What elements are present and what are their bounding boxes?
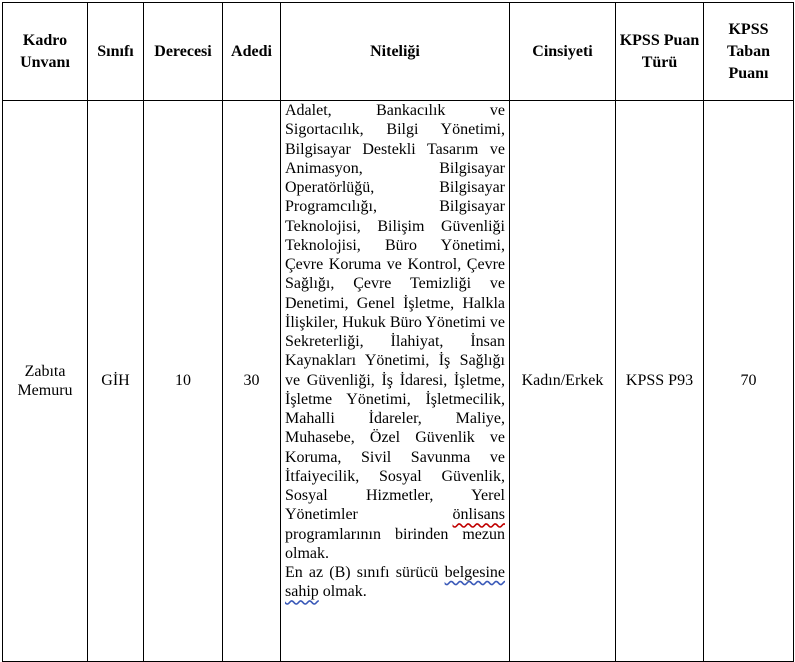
niteligi-olmak-text: olmak.	[322, 583, 367, 601]
niteligi-main-text: Adalet, Bankacılık ve Sigortacılık, Bilgi Yönetimi, Bilgisayar Destekli Tasarım ve Animasyon, Bilgisayar Operatörlüğü, Bilgisayar Programcılığı, Bilgisayar Teknolojisi, Bilişim Güvenliği Teknolojisi, Büro Yönetimi, Çevre Koruma ve Kontrol, Çevre Sağlığı, Çevre Temizliği ve Denetimi, Genel İşletme, Halkla İlişkiler, Hukuk Büro Yönetimi ve Sekreterliği, İlahiyat, İnsan Kaynakları Yönetimi, İş Sağlığı ve Güvenliği, İş İdaresi, İşletme, İşletme Yönetimi, İşletmecilik, Mahalli İdareler, Maliye, Muhasebe, Özel Güvenlik ve Koruma, Sivil Savunma ve İtfaiyecilik, Sosyal Güvenlik, Sosyal Hizmetler, Yerel Yönetimler	[285, 102, 505, 524]
niteligi-belgesine-text: belgesine	[444, 564, 506, 581]
header-niteligi: Niteliği	[281, 3, 510, 101]
header-puan-turu: KPSS Puan Türü	[616, 3, 704, 101]
header-taban-puani: KPSS Taban Puanı	[704, 3, 794, 101]
kadro-table	[2, 2, 794, 662]
niteligi-onlisans-text: önlisans	[452, 506, 505, 524]
cell-cinsiyeti: Kadın/Erkek	[510, 101, 616, 662]
niteligi-license-paragraph	[285, 563, 505, 602]
cell-kadro-unvani: Zabıta Memuru	[3, 101, 88, 662]
header-row	[3, 3, 794, 101]
niteligi-paragraph	[285, 101, 505, 563]
cell-niteligi	[281, 101, 510, 662]
header-cinsiyeti: Cinsiyeti	[510, 3, 616, 101]
cell-sinifi: GİH	[88, 101, 144, 662]
cell-derecesi: 10	[144, 101, 223, 662]
header-adedi: Adedi	[223, 3, 281, 101]
niteligi-tail-text: programlarının birinden mezun olmak.	[285, 525, 505, 562]
niteligi-license-text: En az (B) sınıfı sürücü	[285, 564, 439, 581]
table-row	[3, 101, 794, 662]
cell-adedi: 30	[223, 101, 281, 662]
header-kadro-unvani: Kadro Unvanı	[3, 3, 88, 101]
niteligi-sahip-text: sahip	[285, 583, 319, 601]
header-derecesi: Derecesi	[144, 3, 223, 101]
cell-puan-turu: KPSS P93	[616, 101, 704, 662]
header-sinifi: Sınıfı	[88, 3, 144, 101]
cell-taban-puani: 70	[704, 101, 794, 662]
